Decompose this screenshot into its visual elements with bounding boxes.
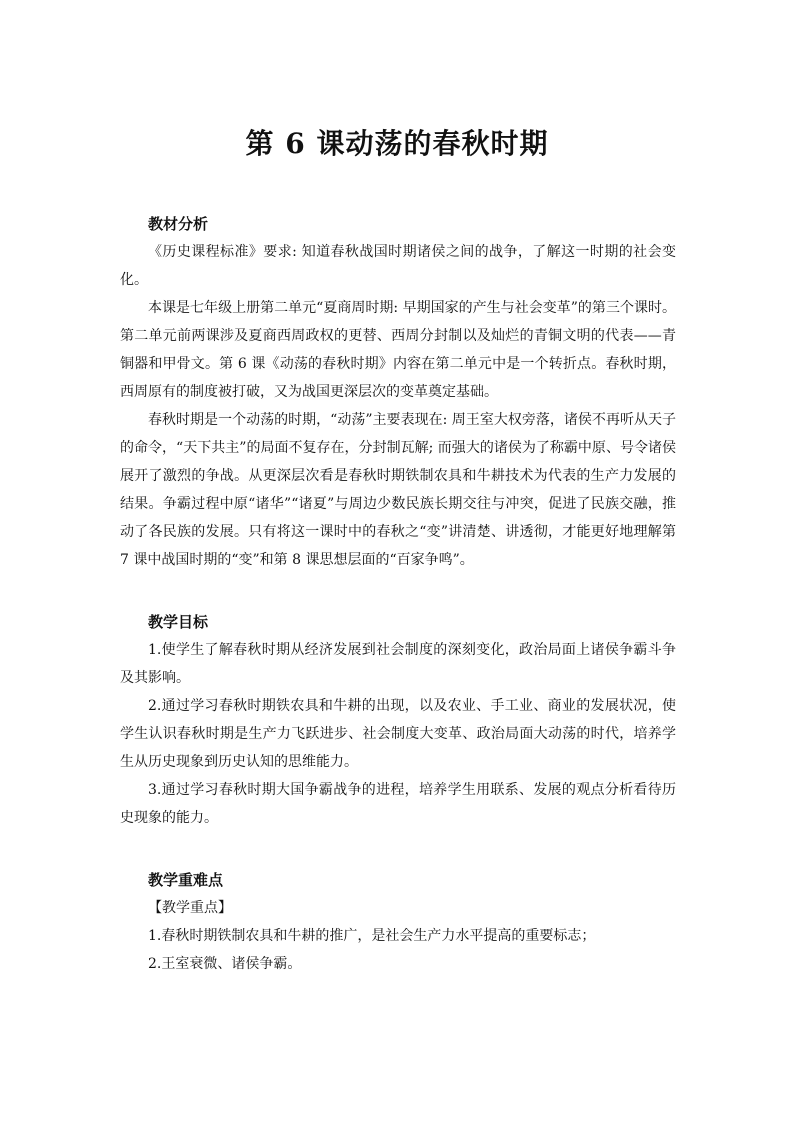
- section-heading-analysis: 教材分析: [148, 215, 209, 233]
- section-heading-key-points: 教学重难点: [148, 871, 224, 889]
- objective-item: 2.通过学习春秋时期铁农具和牛耕的出现，以及农业、手工业、商业的发展状况，使学生认识春秋时期是生产力飞跃进步、社会制度大变革、政治局面大动荡的时代，培养学生从历史现象到历史认知的思维能力。: [120, 698, 676, 770]
- document-body: [120, 210, 676, 978]
- analysis-paragraph: 《历史课程标准》要求: 知道春秋战国时期诸侯之间的战争，了解这一时期的社会变化。: [120, 244, 676, 288]
- section-heading-objectives: 教学目标: [148, 613, 209, 631]
- objective-item: 3.通过学习春秋时期大国争霸战争的进程，培养学生用联系、发展的观点分析看待历史现象的能力。: [120, 782, 676, 826]
- objective-item: 1.使学生了解春秋时期从经济发展到社会制度的深刻变化，政治局面上诸侯争霸斗争及其影响。: [120, 642, 676, 686]
- analysis-paragraph: 本课是七年级上册第二单元“夏商周时期: 早期国家的产生与社会变革”的第三个课时。第二单元前两课涉及夏商西周政权的更替、西周分封制以及灿烂的青铜文明的代表——青铜器和甲骨文。第 6 课《动荡的春秋时期》内容在第二单元中是一个转折点。春秋时期，西周原有的制度被打破，又为战国更深层次的变革奠定基础。: [120, 300, 676, 400]
- section-spacer: [120, 832, 676, 866]
- section-spacer: [120, 574, 676, 608]
- key-point-item: 2.王室衰微、诸侯争霸。: [148, 956, 302, 972]
- page-title: 第 6 课动荡的春秋时期: [245, 127, 549, 160]
- analysis-paragraph: 春秋时期是一个动荡的时期，“动荡”主要表现在: 周王室大权旁落，诸侯不再听从天子的命令，“天下共主”的局面不复存在，分封制瓦解; 而强大的诸侯为了称霸中原、号令诸侯展开了激烈的争战。从更深层次看是春秋时期铁制农具和牛耕技术为代表的生产力发展的结果。争霸过程中原“诸华”“诸夏”与周边少数民族长期交往与冲突，促进了民族交融，推动了各民族的发展。只有将这一课时中的春秋之“变”讲清楚、讲透彻，才能更好地理解第 7 课中战国时期的“变”和第 8 课思想层面的“百家争鸣”。: [120, 412, 676, 568]
- key-point-item: 1.春秋时期铁制农具和牛耕的推广，是社会生产力水平提高的重要标志；: [148, 928, 596, 944]
- subheading-key-points: 【教学重点】: [148, 900, 232, 916]
